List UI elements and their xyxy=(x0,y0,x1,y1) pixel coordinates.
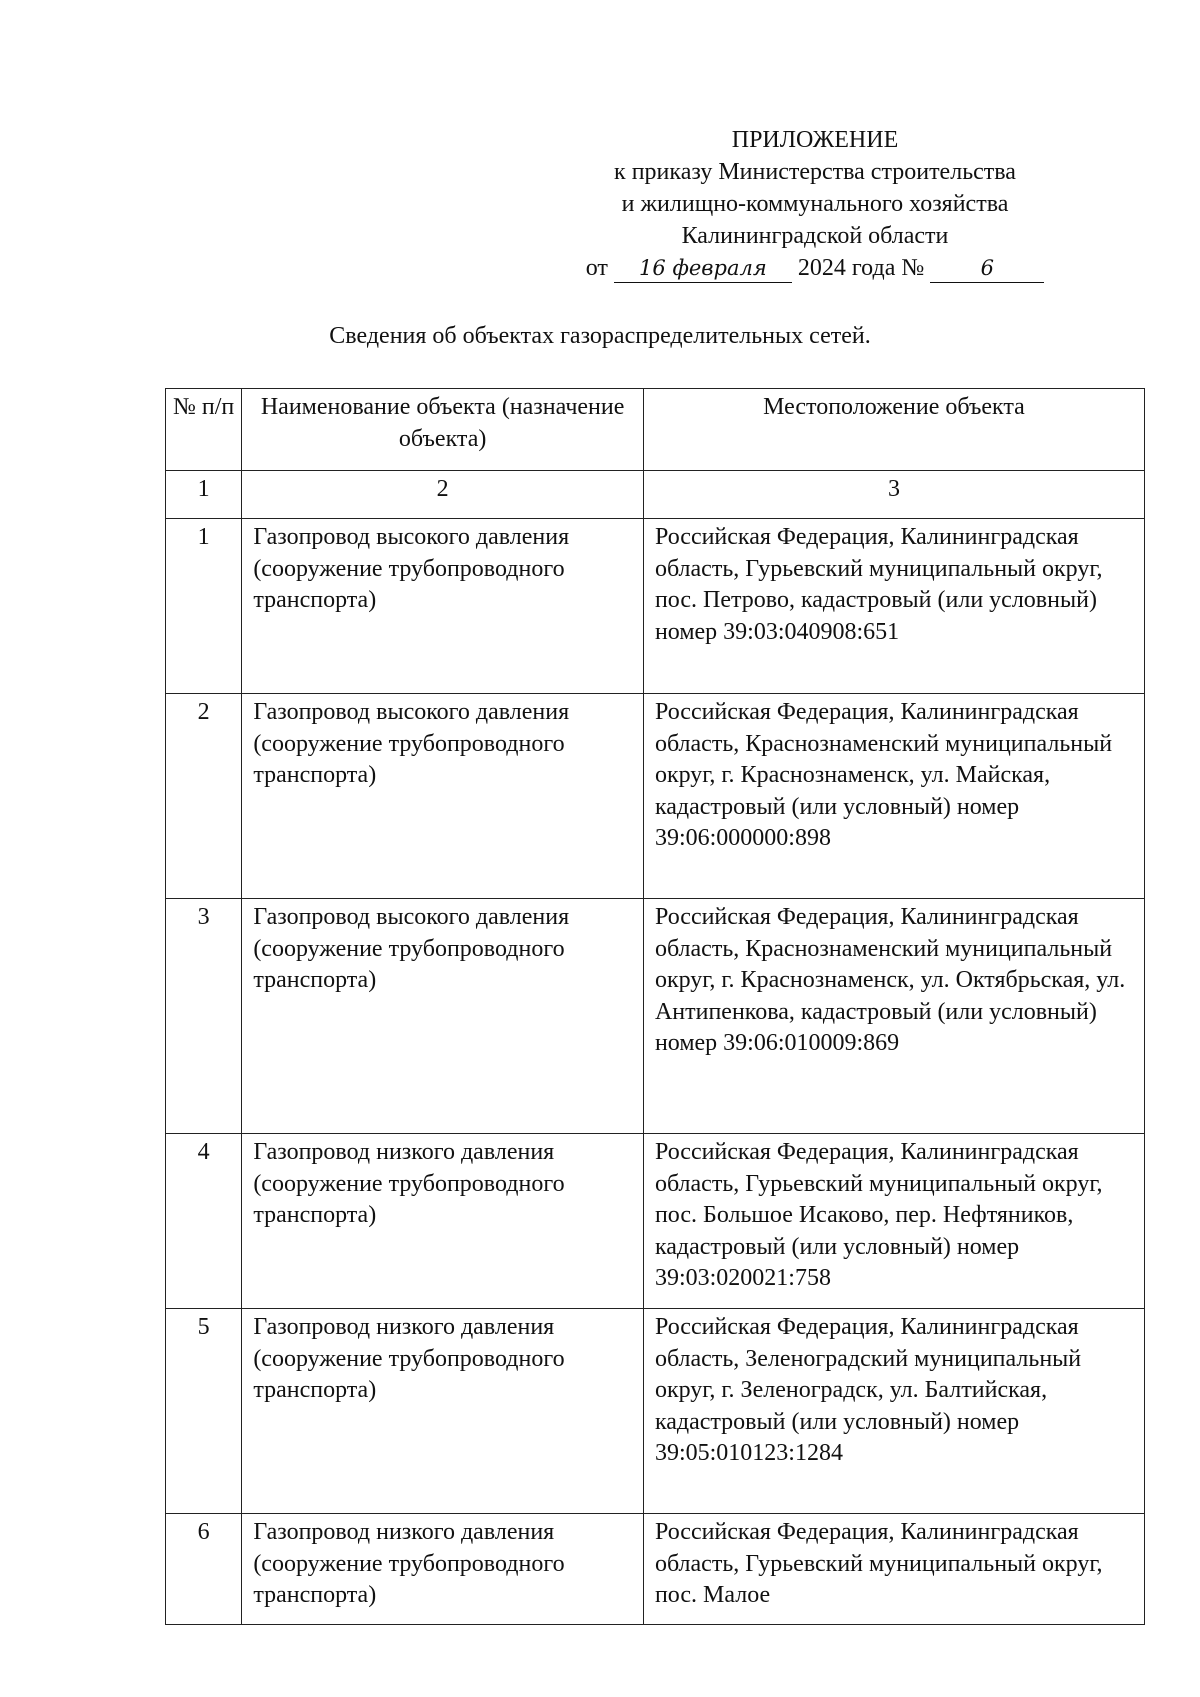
object-name: Газопровод высокого давления (сооружение трубопроводного транспорта) xyxy=(242,519,644,694)
order-reference-line-2: и жилищно-коммунального хозяйства xyxy=(621,191,1009,217)
order-reference-line-3: Калининградской области xyxy=(681,223,949,249)
handwritten-date: 16 февраля xyxy=(614,254,792,283)
object-location: Российская Федерация, Калининградская область, Гурьевский муниципальный округ, пос. Большое Исаково, пер. Нефтяников, кадастровый (или условный) номер 39:03:020021:758 xyxy=(643,1134,1144,1309)
handwritten-order-number: 6 xyxy=(930,254,1044,283)
row-number: 1 xyxy=(166,519,242,694)
object-name: Газопровод низкого давления (сооружение трубопроводного транспорта) xyxy=(242,1134,644,1309)
header-object-location: Местоположение объекта xyxy=(643,389,1144,471)
row-number: 4 xyxy=(166,1134,242,1309)
table-row xyxy=(166,1514,1145,1625)
object-name: Газопровод высокого давления (сооружение трубопроводного транспорта) xyxy=(242,694,644,899)
object-location: Российская Федерация, Калининградская область, Гурьевский муниципальный округ, пос. Малое xyxy=(643,1514,1144,1625)
appendix-header xyxy=(555,124,1075,284)
date-suffix: 2024 года № xyxy=(797,255,925,281)
table-row xyxy=(166,694,1145,899)
order-reference-line-1: к приказу Министерства строительства xyxy=(614,159,1016,185)
row-number: 3 xyxy=(166,899,242,1134)
object-name: Газопровод высокого давления (сооружение трубопроводного транспорта) xyxy=(242,899,644,1134)
order-date-line xyxy=(555,252,1075,284)
date-prefix: от xyxy=(585,255,608,281)
object-name: Газопровод низкого давления (сооружение трубопроводного транспорта) xyxy=(242,1309,644,1514)
object-location: Российская Федерация, Калининградская область, Гурьевский муниципальный округ, пос. Петрово, кадастровый (или условный) номер 39:03:040908:651 xyxy=(643,519,1144,694)
row-number: 6 xyxy=(166,1514,242,1625)
object-location: Российская Федерация, Калининградская область, Краснознаменский муниципальный округ, г. Краснознаменск, ул. Октябрьская, ул. Антипенкова, кадастровый (или условный) номер 39:06:010009:869 xyxy=(643,899,1144,1134)
column-number: 2 xyxy=(242,471,644,519)
object-name: Газопровод низкого давления (сооружение трубопроводного транспорта) xyxy=(242,1514,644,1625)
table-row xyxy=(166,899,1145,1134)
object-location: Российская Федерация, Калининградская область, Зеленоградский муниципальный округ, г. Зеленоградск, ул. Балтийская, кадастровый (или условный) номер 39:05:010123:1284 xyxy=(643,1309,1144,1514)
header-number: № п/п xyxy=(166,389,242,471)
table-header-row xyxy=(166,389,1145,471)
column-number-row xyxy=(166,471,1145,519)
header-object-name: Наименование объекта (назначение объекта) xyxy=(242,389,644,471)
row-number: 5 xyxy=(166,1309,242,1514)
appendix-title: ПРИЛОЖЕНИЕ xyxy=(731,127,899,153)
table-row xyxy=(166,519,1145,694)
gas-objects-table xyxy=(165,388,1145,1625)
document-subtitle: Сведения об объектах газораспределительных сетей. xyxy=(329,323,871,349)
row-number: 2 xyxy=(166,694,242,899)
table-row xyxy=(166,1309,1145,1514)
object-location: Российская Федерация, Калининградская область, Краснознаменский муниципальный округ, г. Краснознаменск, ул. Майская, кадастровый (или условный) номер 39:06:000000:898 xyxy=(643,694,1144,899)
column-number: 3 xyxy=(643,471,1144,519)
table-row xyxy=(166,1134,1145,1309)
column-number: 1 xyxy=(166,471,242,519)
